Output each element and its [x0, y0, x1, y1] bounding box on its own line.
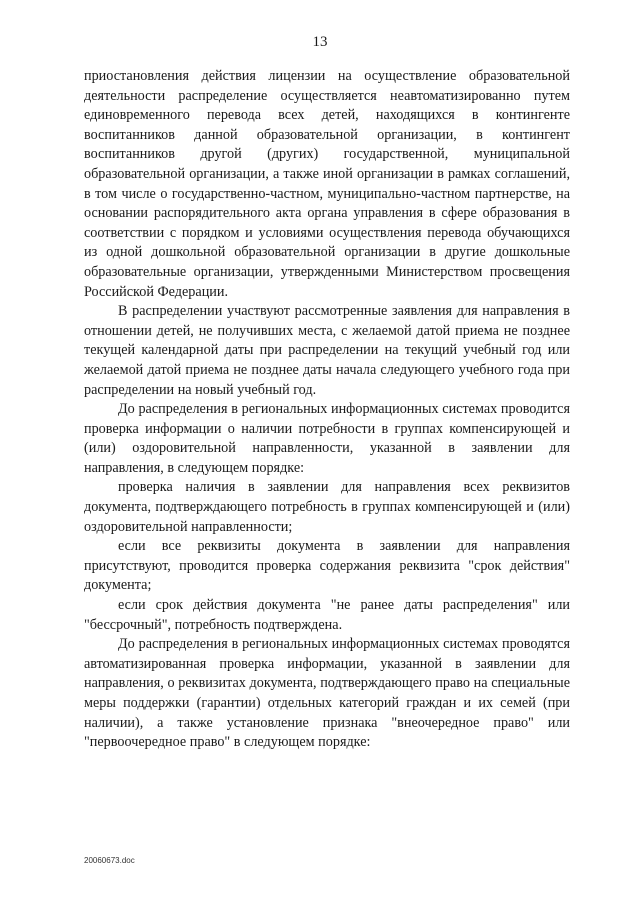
paragraph-compensatory-check: До распределения в региональных информационных системах проводится проверка информации о наличии потребности в группах компенсирующей и (или) оздоровительной направленности, указанной в заявлении для направления, в следующем порядке: [84, 401, 570, 476]
page-number: 13 [312, 34, 328, 50]
paragraph-priority-right-check: До распределения в региональных информационных системах проводятся автоматизированная проверка информации, указанной в заявлении для направления, о реквизитах документа, подтверждающего право на специальные меры поддержки (гарантии) отдельных категорий граждан и их семей (при наличии), а также установление признака "внеочередное право" или "первоочередное право" в следующем порядке: [84, 636, 570, 751]
document-filename: 20060673.doc [84, 856, 135, 865]
paragraph-distribution-participants: В распределении участвуют рассмотренные заявления для направления в отношении детей, не получивших места, с желаемой датой приема не позднее текущей календарной даты при распределении на текущий учебный год или желаемой датой приема не позднее даты начала следующего учебного года при распределении на новый учебный год. [84, 303, 570, 398]
document-body [84, 67, 570, 753]
paragraph-check-validity: если все реквизиты документа в заявлении для направления присутствуют, проводится проверка содержания реквизита "срок действия" документа; [84, 538, 570, 594]
paragraph-license-suspension: приостановления действия лицензии на осуществление образовательной деятельности распределение осуществляется неавтоматизированно путем единовременного перевода всех детей, находящихся в контингенте воспитанников данной образовательной организации, в контингент воспитанников другой (других) государственной, муниципальной образовательной организации, а также иной организации в рамках соглашений, в том числе о государственно-частном, муниципально-частном партнерстве, на основании распорядительного акта органа управления в сфере образования в соответствии с порядком и условиями осуществления перевода обучающихся из одной дошкольной образовательной организации в другие дошкольные образовательные организации, утвержденными Министерством просвещения Российской Федерации. [84, 68, 570, 300]
paragraph-need-confirmed: если срок действия документа "не ранее даты распределения" или "бессрочный", потребность подтверждена. [84, 597, 570, 633]
paragraph-check-requisites: проверка наличия в заявлении для направления всех реквизитов документа, подтверждающего потребность в группах компенсирующей и (или) оздоровительной направленности; [84, 479, 570, 535]
